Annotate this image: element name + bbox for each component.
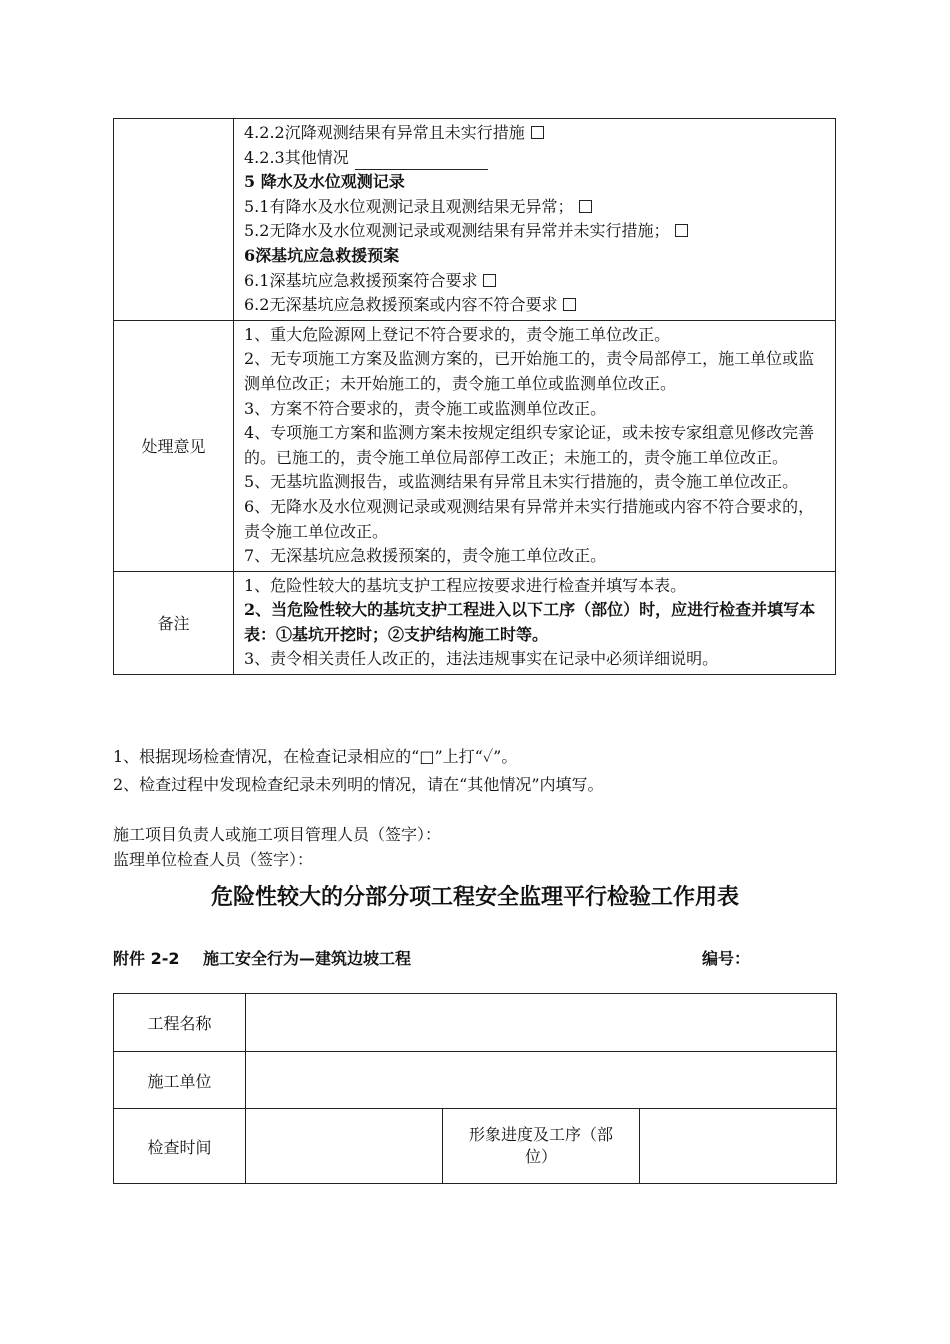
section-heading-5: 5 降水及水位观测记录	[244, 172, 405, 192]
checklist-line-5-2: 5.2无降水及水位观测记录或观测结果有异常并未实行措施；	[244, 219, 829, 244]
form-title: 危险性较大的分部分项工程安全监理平行检验工作用表	[210, 885, 739, 910]
remark-item: 1、危险性较大的基坑支护工程应按要求进行检查并填写本表。	[244, 575, 687, 595]
signature-line-supervisor: 监理单位检查人员（签字）：	[113, 850, 314, 869]
progress-label: 形象进度及工序（部位）	[443, 1109, 640, 1184]
inspection-time-label: 检查时间	[114, 1109, 246, 1184]
checklist-line-4-2-3: 4.2.3其他情况	[244, 146, 829, 171]
handling-item: 3、方案不符合要求的，责令施工或监测单位改正。	[244, 398, 607, 418]
remarks-cell	[234, 571, 836, 674]
checklist-cell	[234, 119, 836, 321]
checklist-line-5-1: 5.1有降水及水位观测记录且观测结果无异常；	[244, 195, 829, 220]
project-name-label: 工程名称	[114, 994, 246, 1052]
handling-cell	[234, 320, 836, 571]
checkbox[interactable]	[483, 274, 496, 287]
checklist-line-4-2-2: 4.2.2沉降观测结果有异常且未实行措施	[244, 121, 829, 146]
project-info-table	[113, 993, 837, 1184]
attachment-number: 附件 2-2	[113, 949, 180, 968]
section-heading-6: 6深基坑应急救援预案	[244, 245, 400, 265]
checkbox[interactable]	[675, 224, 688, 237]
project-name-field[interactable]	[246, 994, 837, 1052]
checkbox[interactable]	[531, 126, 544, 139]
handling-item: 1、重大危险源网上登记不符合要求的，责令施工单位改正。	[244, 324, 671, 344]
handling-item: 2、无专项施工方案及监测方案的，已开始施工的，责令局部停工，施工单位或监测单位改正；未开始施工的，责令施工单位或监测单位改正。	[244, 349, 815, 393]
serial-number-label: 编号：	[702, 949, 751, 968]
contractor-field[interactable]	[246, 1052, 837, 1109]
checkbox[interactable]	[563, 298, 576, 311]
contractor-label: 施工单位	[114, 1052, 246, 1109]
signature-line-contractor: 施工项目负责人或施工项目管理人员（签字）：	[113, 825, 442, 844]
remarks-label: 备注	[114, 571, 234, 674]
inspection-time-field[interactable]	[246, 1109, 443, 1184]
handling-item: 7、无深基坑应急救援预案的，责令施工单位改正。	[244, 546, 607, 566]
handling-item: 6、无降水及水位观测记录或观测结果有异常并未实行措施或内容不符合要求的，责令施工单位改正。	[244, 496, 815, 541]
checkbox[interactable]	[579, 200, 592, 213]
checklist-line-6-1: 6.1深基坑应急救援预案符合要求	[244, 269, 829, 294]
handling-label: 处理意见	[114, 320, 234, 571]
footnote-1: 1、根据现场检查情况，在检查记录相应的“□”上打“✓”。	[113, 747, 518, 766]
other-situation-blank[interactable]	[355, 155, 488, 170]
checklist-line-6-2: 6.2无深基坑应急救援预案或内容不符合要求	[244, 293, 829, 318]
footnote-2: 2、检查过程中发现检查纪录未列明的情况，请在“其他情况”内填写。	[113, 775, 604, 794]
remark-item: 3、责令相关责任人改正的，违法违规事实在记录中必须详细说明。	[244, 649, 719, 669]
handling-item: 5、无基坑监测报告，或监测结果有异常且未实行措施的，责令施工单位改正。	[244, 472, 799, 492]
checklist-label-cell	[114, 119, 234, 321]
inspection-table	[113, 118, 836, 675]
remark-item-bold: 2、当危险性较大的基坑支护工程进入以下工序（部位）时，应进行检查并填写本表：①基坑开挖时；②支护结构施工时等。	[244, 600, 816, 644]
progress-field[interactable]	[640, 1109, 837, 1184]
handling-item: 4、专项施工方案和监测方案未按规定组织专家论证，或未按专家组意见修改完善的。已施工的，责令施工单位局部停工改正；未施工的，责令施工单位改正。	[244, 423, 815, 467]
form-subject: 施工安全行为—建筑边坡工程	[203, 949, 412, 968]
